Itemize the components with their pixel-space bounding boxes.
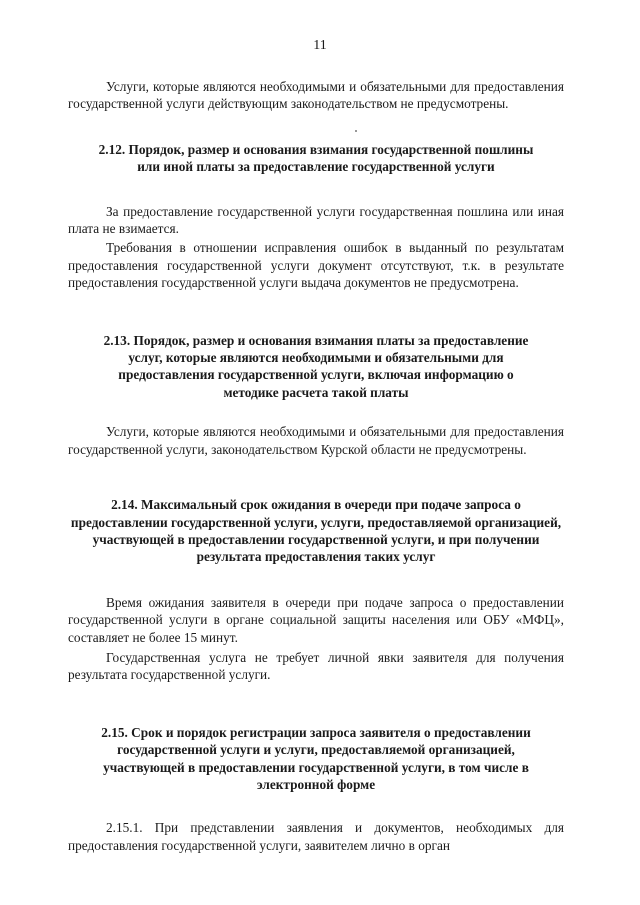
section-2-13-paragraph-1: Услуги, которые являются необходимыми и обязательными для предоставления государственной услуги, законодательством Курской области не предусмотрены.: [68, 424, 564, 457]
section-2-15-heading: 2.15. Срок и порядок регистрации запроса заявителя о предоставлении государственной услуги и услуги, предоставляемой организацией, участвующей в предоставлении государственной услуги, в том числе в электронной форме: [101, 724, 531, 792]
section-2-14-paragraph-1: Время ожидания заявителя в очереди при подаче запроса о предоставлении государственной услуги в органе социальной защиты населения или ОБУ «МФЦ», составляет не более 15 минут.: [68, 594, 564, 645]
intro-paragraph: Услуги, которые являются необходимыми и обязательными для предоставления государственной услуги действующим законодательством не предусмотрены.: [68, 79, 564, 112]
section-2-14-paragraph-2: Государственная услуга не требует личной явки заявителя для получения результата государственной услуги.: [68, 649, 564, 683]
section-2-12-heading: 2.12. Порядок, размер и основания взимания государственной пошлины или иной платы за предоставление государственной услуги: [98, 141, 534, 175]
section-2-12-paragraph-1: За предоставление государственной услуги государственная пошлина или иная плата не взимается.: [68, 203, 564, 237]
section-2-15-paragraph-1: 2.15.1. При представлении заявления и документов, необходимых для предоставления государственной услуги, заявителем лично в орган: [68, 820, 564, 853]
document-body: [68, 78, 564, 854]
section-2-14-heading: 2.14. Максимальный срок ожидания в очереди при подаче запроса о предоставлении государственной услуги, услуги, предоставляемой организацией, участвующей в предоставлении государственной услуги, и при получении результата предоставления таких услуг: [70, 497, 562, 565]
page-number: 11: [313, 38, 327, 53]
section-2-13-heading: 2.13. Порядок, размер и основания взимания платы за предоставление услуг, которые являются необходимыми и обязательными для предоставления государственной услуги, включая информацию о методике расчета такой платы: [103, 332, 529, 400]
section-2-12-paragraph-2: Требования в отношении исправления ошибок в выданный по результатам предоставления государственной услуги документ отсутствуют, т.к. в результате предоставления государственной услуги выдача документов не предусмотрена.: [68, 240, 564, 291]
